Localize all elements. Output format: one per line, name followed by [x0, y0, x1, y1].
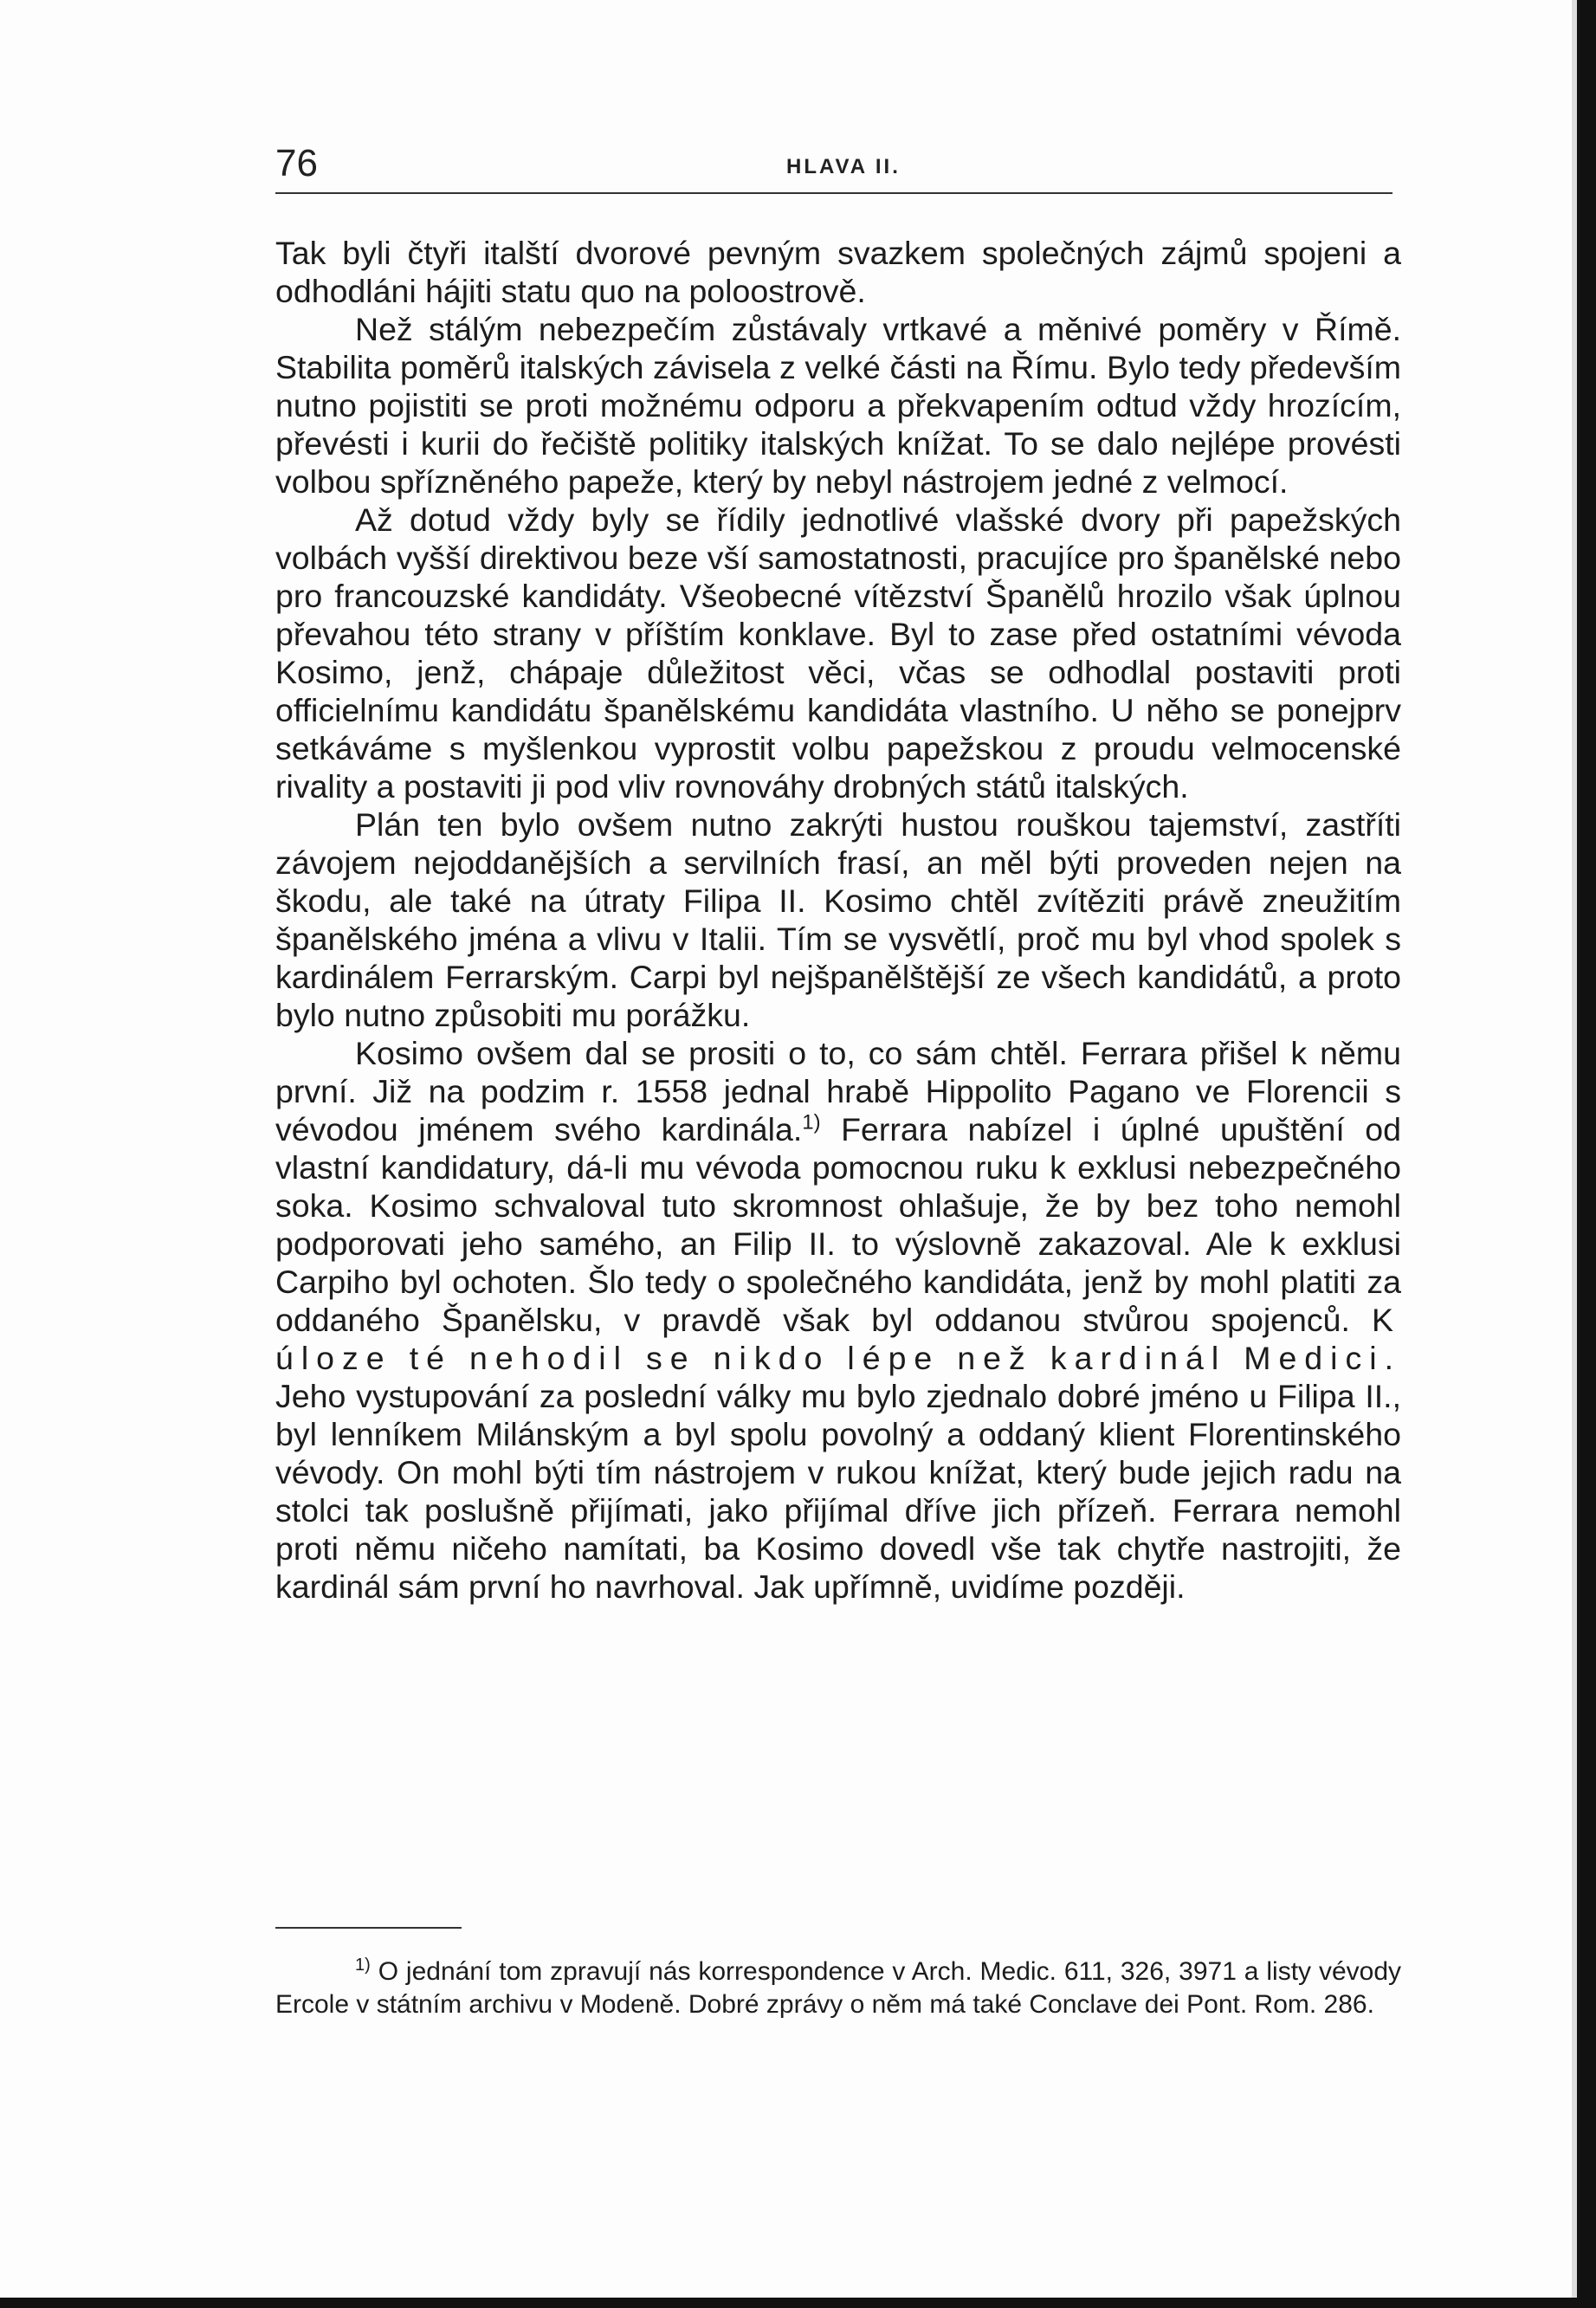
- page-number: 76: [275, 142, 318, 184]
- paragraph-5-text-middle: Ferrara nabízel i úplné upuštění od vlastní kandidatury, dá-li mu vévoda pomocnou ruku k exklusi nebezpečného soka. Kosimo schvaloval tuto skromnost ohlašuje, že by bez toho nemohl podporovati jeho samého, an Filip II. to výslovně zakazoval. Ale k exklusi Carpiho byl ochoten. Šlo tedy o společného kandidáta, jenž by mohl platiti za oddaného Španělsku, v pravdě však byl oddanou stvůrou spojenců.: [275, 1111, 1401, 1338]
- paragraph-1: Tak byli čtyři italští dvorové pevným svazkem společných zájmů spojeni a odhodláni hájiti statu quo na poloostrově.: [275, 235, 1401, 309]
- footnote-reference: 1): [802, 1110, 821, 1135]
- footnote: [275, 1956, 1401, 2021]
- footnote-text: O jednání tom zpravují nás korrespondence v Arch. Medic. 611, 326, 3971 a listy vévody Ercole v státním archivu v Modeně. Dobré zprávy o něm má také Conclave dei Pont. Rom. 286.: [275, 1957, 1401, 2019]
- body-text: [275, 234, 1401, 1606]
- paragraph-2: Než stálým nebezpečím zůstávaly vrtkavé a měnivé poměry v Římě. Stabilita poměrů italských závisela z velké části na Římu. Bylo tedy především nutno pojistiti se proti možnému odporu a překvapením odtud vždy hrozícím, převésti i kurii do řečiště politiky italských knížat. To se dalo nejlépe provésti volbou spřízněného papeže, který by nebyl nástrojem jedné z velmocí.: [275, 311, 1401, 500]
- paragraph-5-text-after: Jeho vystupování za poslední války mu bylo zjednalo dobré jméno u Filipa II., byl lenníkem Milánským a byl spolu povolný a oddaný klient Florentinského vévody. On mohl býti tím nástrojem v rukou knížat, který bude jejich radu na stolci tak poslušně přijímati, jako přijímal dříve jich přízeň. Ferrara nemohl proti němu ničeho namítati, ba Kosimo dovedl vše tak chytře nastrojiti, že kardinál sám první ho navrhoval. Jak upřímně, uvidíme později.: [275, 1378, 1401, 1605]
- scan-edge-bottom: [0, 2298, 1596, 2308]
- spaced-emphasis: K úloze té nehodil se nikdo lépe než kardinál Medici.: [275, 1302, 1401, 1376]
- paragraph-4: Plán ten bylo ovšem nutno zakrýti hustou rouškou tajemství, zastříti závojem nejoddanějších a servilních frasí, an měl býti proveden nejen na škodu, ale také na útraty Filipa II. Kosimo chtěl zvítěziti právě zneužitím španělského jména a vlivu v Italii. Tím se vysvětlí, proč mu byl vhod spolek s kardinálem Ferrarským. Carpi byl nejšpanělštější ze všech kandidátů, a proto bylo nutno způsobiti mu porážku.: [275, 806, 1401, 1033]
- paragraph-3: Až dotud vždy byly se řídily jednotlivé vlašské dvory při papežských volbách vyšší direktivou beze vší samostatnosti, pracujíce pro španělské nebo pro francouzské kandidáty. Všeobecné vítězství Španělů hrozilo však úplnou převahou této strany v příštím konklave. Byl to zase před ostatními vévoda Kosimo, jenž, chápaje důležitost věci, včas se odhodlal postaviti proti officielnímu kandidátu španělskému kandidáta vlastního. U něho se ponejprv setkáváme s myšlenkou vyprostit volbu papežskou z proudu velmocenské rivality a postaviti ji pod vliv rovnováhy drobných států italských.: [275, 501, 1401, 805]
- footnote-divider: [275, 1927, 462, 1929]
- scan-edge-right: [1577, 0, 1596, 2308]
- page-header: [275, 140, 1392, 194]
- footnote-mark: 1): [355, 1956, 371, 1975]
- paragraph-5-text-before: Kosimo ovšem dal se prositi o to, co sám chtěl. Ferrara přišel k němu první. Již na podzim r. 1558 jednal hrabě Hippolito Pagano ve Florencii s vévodou jménem svého kardinála.: [275, 1035, 1401, 1148]
- paragraph-5: [275, 1034, 1401, 1606]
- running-head: HLAVA II.: [786, 155, 901, 178]
